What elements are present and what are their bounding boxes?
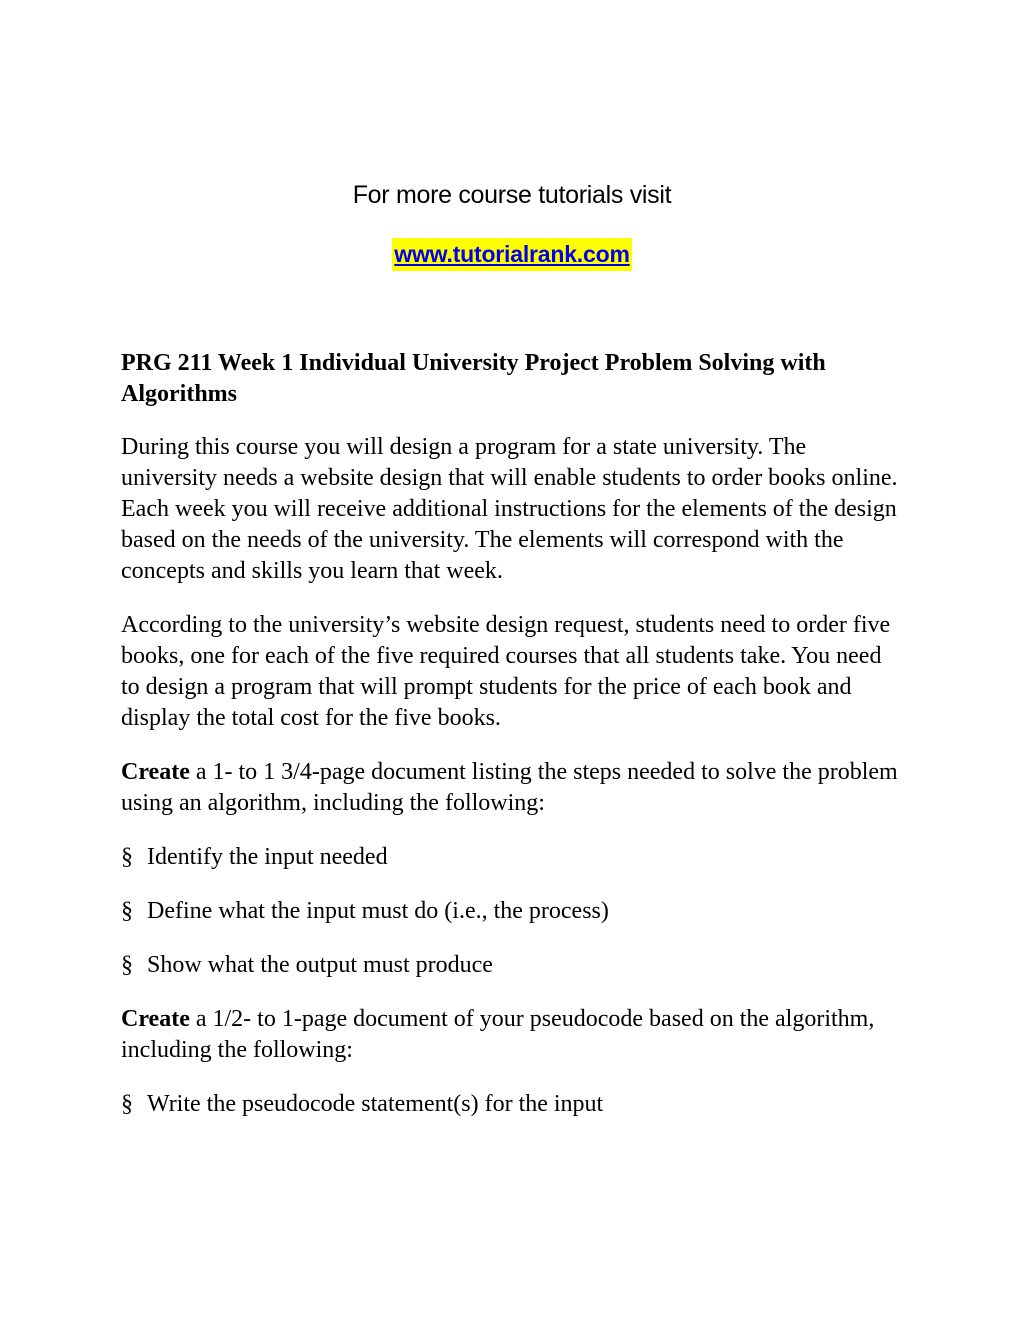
- promo-text: For more course tutorials visit: [352, 181, 672, 209]
- list-item-text: Define what the input must do (i.e., the process): [147, 898, 609, 924]
- list-item-text: Show what the output must produce: [147, 952, 493, 978]
- paragraph-request: According to the university’s website design request, students need to order five books, one for each of the five required courses that all students take. You need to design a program that will prompt students for the price of each book and display the total cost for the five books.: [121, 612, 891, 731]
- list-item: [121, 950, 901, 981]
- list-item-text: Identify the input needed: [147, 844, 388, 870]
- create-algorithm-text: a 1- to 1 3/4-page document listing the steps needed to solve the problem using an algorithm, including the following:: [121, 759, 898, 816]
- paragraph-intro: During this course you will design a program for a state university. The university needs a website design that will enable students to order books online. Each week you will receive additional instructions for the elements of the design based on the needs of the university. The elements will correspond with the concepts and skills you learn that week.: [121, 434, 898, 584]
- create-keyword: Create: [121, 759, 190, 785]
- list-item: [121, 896, 901, 927]
- section-mark: §: [121, 898, 133, 924]
- create-pseudocode-paragraph: [121, 1004, 901, 1066]
- section-mark: §: [121, 952, 133, 978]
- create-pseudocode-text: a 1/2- to 1-page document of your pseudocode based on the algorithm, including the following:: [121, 1006, 875, 1063]
- list-item-text: Write the pseudocode statement(s) for the input: [147, 1091, 604, 1117]
- document-body: [121, 348, 901, 1143]
- site-link-wrapper: [0, 238, 1024, 271]
- site-link[interactable]: www.tutorialrank.com: [392, 238, 631, 271]
- list-item: [121, 1089, 901, 1120]
- create-keyword: Create: [121, 1006, 190, 1032]
- list-item: [121, 842, 901, 873]
- document-title: PRG 211 Week 1 Individual University Project Problem Solving with Algorithms: [121, 350, 826, 407]
- section-mark: §: [121, 1091, 133, 1117]
- create-algorithm-paragraph: [121, 757, 901, 819]
- section-mark: §: [121, 844, 133, 870]
